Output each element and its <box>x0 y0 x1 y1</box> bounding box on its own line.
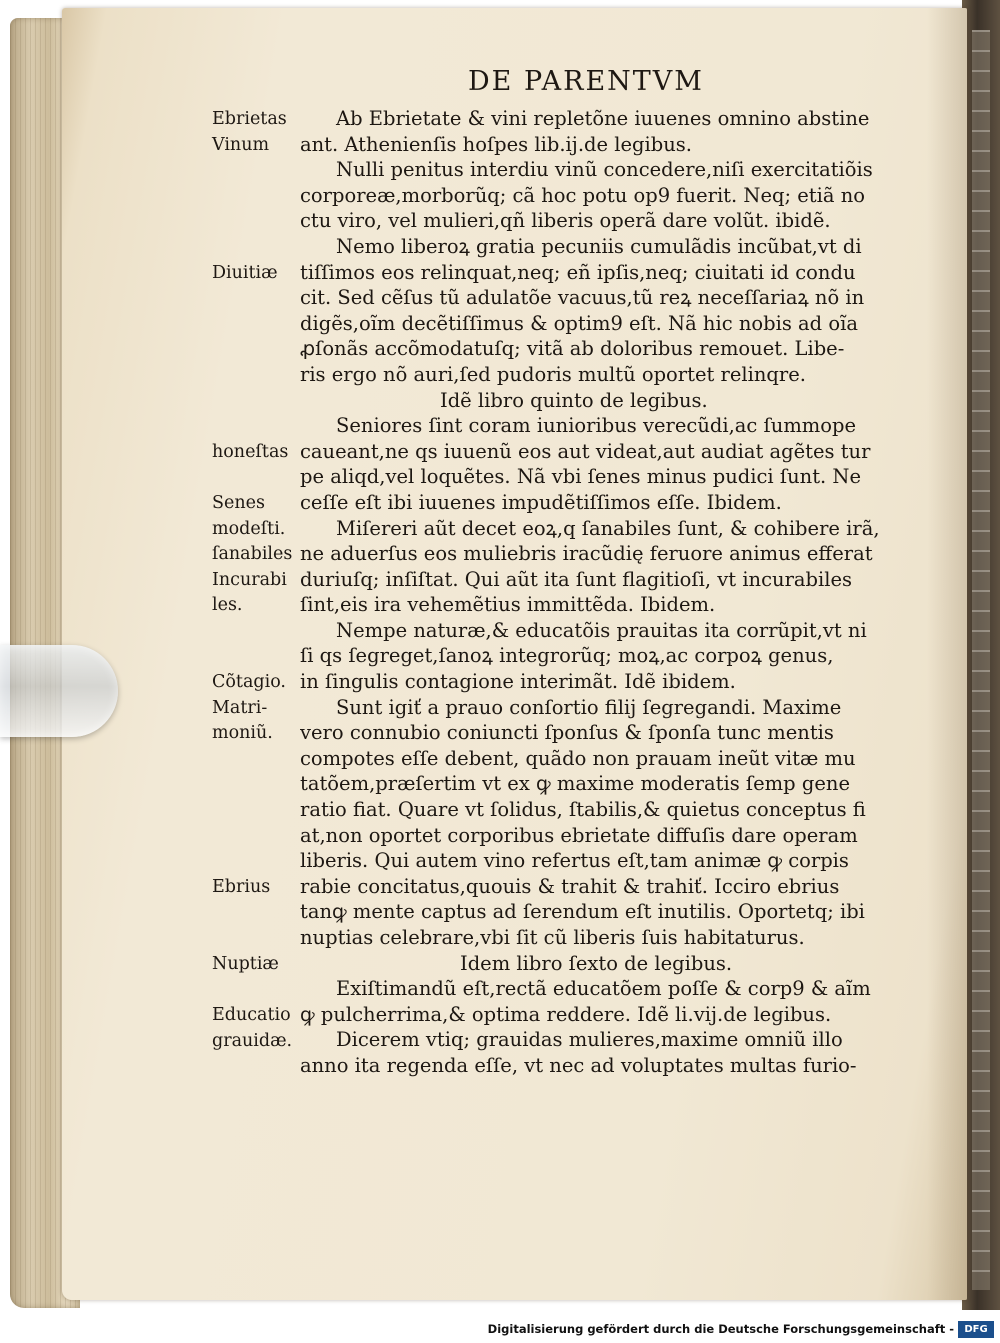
text-line: digẽs,oĩm decẽtiſſimus & optim9 eſt. Nã hic nobis ad oĩa <box>300 311 858 335</box>
text-line: ꝓſonãs accõmodatuſq; vitã ab doloribus remouet. Libe- <box>300 337 845 361</box>
dfg-logo: DFG <box>958 1321 994 1338</box>
margin-note: ſanabiles <box>212 544 293 565</box>
text-line: Nulli penitus interdiu vinũ concedere,niſi exercitatiõis <box>336 158 873 182</box>
margin-note: grauidæ. <box>212 1030 293 1051</box>
text-line: Dicerem vtiq; grauidas mulieres,maxime omniũ illo <box>336 1028 843 1052</box>
text-line: Sunt igiť a prauo conſortio filij ſegregandi. Maxime <box>336 695 842 719</box>
text-line: duriuſq; inſiſtat. Qui aũt ita ſunt flagitioſi, vt incurabiles <box>300 567 853 591</box>
text-line: caueant,ne qs iuuenũ eos aut videat,aut audiat agẽtes tur <box>300 439 871 463</box>
glass-page-weight <box>0 645 118 737</box>
margin-note: modeſti. <box>212 518 286 539</box>
text-line: nuptias celebrare,vbi ſit cũ liberis ſuis habitaturus. <box>300 926 805 949</box>
text-line: ratio fiat. Quare vt ſolidus, ſtabilis,& quietus conceptus fi <box>300 798 866 822</box>
margin-note: Incurabi <box>212 569 287 590</box>
margin-note: honeſtas <box>212 441 289 462</box>
text-line: ꝙ pulcherrima,& optima reddere. Idẽ li.vij.de legibus. <box>300 1002 832 1026</box>
margin-note: Ebrius <box>212 877 271 897</box>
text-line: ne aduerſus eos muliebris iracũdię feruore animus efferat <box>300 542 873 566</box>
text-line: ctu viro, vel mulieri,qñ liberis operã dare volũt. ibidẽ. <box>300 209 831 233</box>
text-line: pe aliqd,vel loquẽtes. Nã vbi ſenes minus pudici ſunt. Ne <box>300 465 862 489</box>
text-line: anno ita regenda eſſe, vt nec ad voluptates multas furio- <box>300 1053 857 1077</box>
running-title: DE PARENTVM <box>468 66 704 97</box>
text-line: cit. Sed cẽſus tũ adulatõe vacuus,tũ reꝝ neceſſariaꝝ nõ in <box>300 286 865 310</box>
text-line: at,non oportet corporibus ebrietate diffuſis dare operam <box>300 823 858 847</box>
text-line: Nempe naturæ,& educatõis prauitas ita corrũpit,vt ni <box>336 618 867 642</box>
text-line: ſi qs ſegreget,ſanoꝝ integrorũq; moꝝ,ac corpoꝝ genus, <box>300 644 834 668</box>
text-line: Exiſtimandũ eſt,rectã educatõem poſſe & corp9 & aĩm <box>336 977 871 1001</box>
margin-note: Matri- <box>212 697 268 718</box>
text-line: liberis. Qui autem vino refertus eſt,tam animæ ꝙ corpis <box>300 849 849 873</box>
text-line: tatõem,præſertim vt ex ꝙ maxime moderatis ſemp gene <box>300 772 850 796</box>
margin-note: Vinum <box>212 134 270 155</box>
text-line: rabie concitatus,quouis & trahit & trahiť. Icciro ebrius <box>300 874 840 898</box>
text-line: Idem libro ſexto de legibus. <box>460 951 733 975</box>
page-shadow <box>927 8 967 1300</box>
text-line: ant. Athenienſis hoſpes lib.ij.de legibus. <box>300 132 692 156</box>
spine-scale-bar <box>972 30 990 1290</box>
margin-note: les. <box>212 595 243 616</box>
margin-note: Senes <box>212 493 265 513</box>
text-line: tiſſimos eos relinquat,neq; eñ ipſis,neq; ciuitati id condu <box>300 260 856 284</box>
margin-note: moniũ. <box>212 723 273 744</box>
text-line: Idẽ libro quinto de legibus. <box>440 388 708 412</box>
text-line: Nemo liberoꝝ gratia pecuniis cumulãdis incũbat,vt di <box>336 234 862 258</box>
text-line: corporeæ,morborũq; cã hoc potu op9 fuerit. Neq; etiã no <box>300 183 866 207</box>
text-line: ſint,eis ira vehemẽtius immittẽda. Ibidem. <box>300 593 716 617</box>
margin-note: Ebrietas <box>212 109 287 129</box>
margin-note: Diuitiæ <box>212 262 278 283</box>
text-line: in ſingulis contagione interimãt. Idẽ ibidem. <box>300 670 736 694</box>
text-line: tanꝙ mente captus ad ſerendum eſt inutilis. Oportetq; ibi <box>300 900 865 924</box>
margin-note: Educatio <box>212 1005 291 1025</box>
footer-bar <box>0 1318 1000 1343</box>
text-line: ceſſe eſt ibi iuuenes impudẽtiſſimos eſſe. Ibidem. <box>300 490 782 514</box>
margin-note: Cõtagio. <box>212 672 286 693</box>
text-line: Miſereri aũt decet eoꝝ,q ſanabiles ſunt, & cohibere irã, <box>336 516 880 540</box>
text-line: vero connubio coniuncti ſponſus & ſponſa tunc mentis <box>300 721 834 745</box>
text-line: Seniores ſint coram iunioribus verecũdi,ac ſummope <box>336 414 857 438</box>
text-line: Ab Ebrietate & vini repletõne iuuenes omnino abstine <box>336 107 870 130</box>
text-line: ris ergo nõ auri,ſed pudoris multũ oportet relinqre. <box>300 362 806 386</box>
text-line: compotes eſſe debent, quãdo non prauam ineũt vitæ mu <box>300 746 856 770</box>
margin-note: Nuptiæ <box>212 953 279 974</box>
footer-credit: Digitalisierung gefördert durch die Deutsche Forschungsgemeinschaft - <box>487 1322 954 1336</box>
main-text-column <box>300 106 900 1079</box>
